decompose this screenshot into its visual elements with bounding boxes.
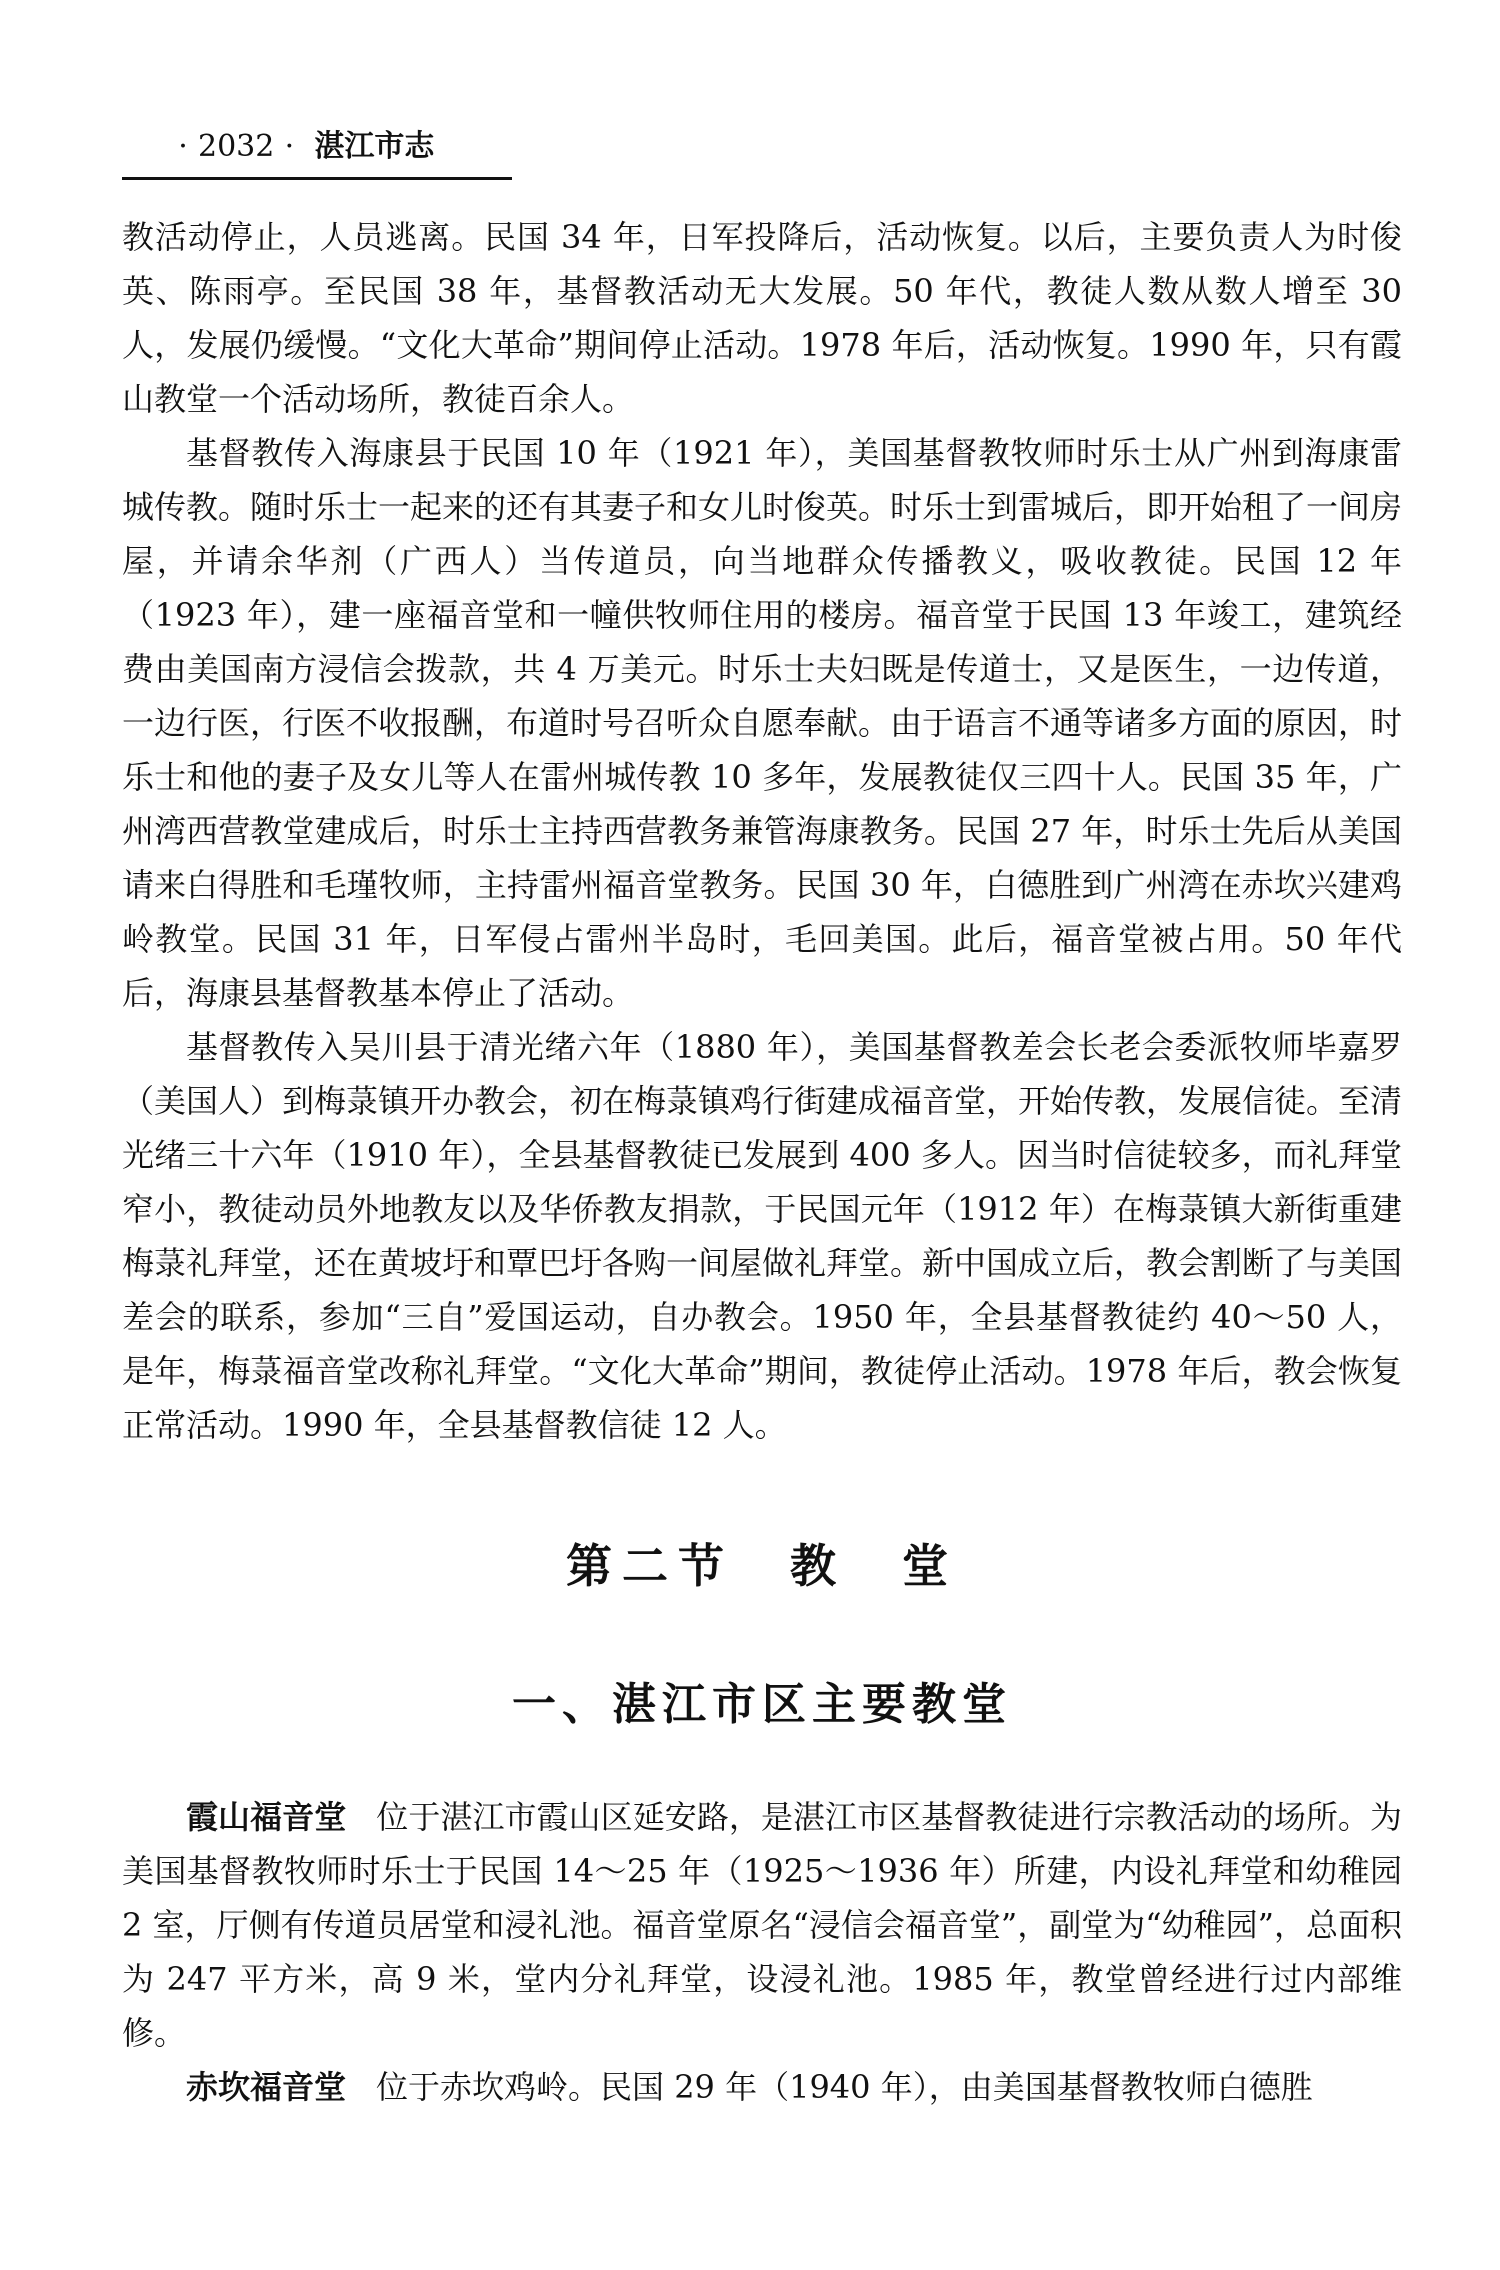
page-number: 2032 — [198, 129, 275, 164]
book-title: 湛江市志 — [314, 129, 435, 164]
header-dot-right: · — [284, 129, 295, 164]
running-header — [122, 122, 512, 182]
entry-text: 位于赤坎鸡岭。民国 29 年（1940 年），由美国基督教牧师白德胜 — [376, 2068, 1313, 2106]
paragraph-continuation: 教活动停止，人员逃离。民国 34 年，日军投降后，活动恢复。以后，主要负责人为时俊英、陈雨亭。至民国 38 年，基督教活动无大发展。50 年代，教徒人数从数人增至 30 人，发展仍缓慢。“文化大革命”期间停止活动。1978 年后，活动恢复。1990 年，只有霞山教堂一个活动场所，教徒百余人。 — [122, 218, 1402, 418]
entry-title: 赤坎福音堂 — [186, 2068, 347, 2106]
paragraph-wuchuan: 基督教传入吴川县于清光绪六年（1880 年），美国基督教差会长老会委派牧师毕嘉罗（美国人）到梅菉镇开办教会，初在梅菉镇鸡行街建成福音堂，开始传教，发展信徒。至清光绪三十六年（1910 年），全县基督教徒已发展到 400 多人。因当时信徒较多，而礼拜堂窄小，教徒动员外地教友以及华侨教友捐款，于民国元年（1912 年）在梅菉镇大新街重建梅菉礼拜堂，还在黄坡圩和覃巴圩各购一间屋做礼拜堂。新中国成立后，教会割断了与美国差会的联系，参加“三自”爱国运动，自办教会。1950 年，全县基督教徒约 40～50 人，是年，梅菉福音堂改称礼拜堂。“文化大革命”期间，教徒停止活动。1978 年后，教会恢复正常活动。1990 年，全县基督教信徒 12 人。 — [122, 1028, 1403, 1444]
paragraph-haikang: 基督教传入海康县于民国 10 年（1921 年），美国基督教牧师时乐士从广州到海康雷城传教。随时乐士一起来的还有其妻子和女儿时俊英。时乐士到雷城后，即开始租了一间房屋，并请余华剂（广西人）当传道员，向当地群众传播教义，吸收教徒。民国 12 年（1923 年），建一座福音堂和一幢供牧师住用的楼房。福音堂于民国 13 年竣工，建筑经费由美国南方浸信会拨款，共 4 万美元。时乐士夫妇既是传道士，又是医生，一边传道，一边行医，行医不收报酬，布道时号召听众自愿奉献。由于语言不通等诸多方面的原因，时乐士和他的妻子及女儿等人在雷州城传教 10 多年，发展教徒仅三四十人。民国 35 年，广州湾西营教堂建成后，时乐士主持西营教务兼管海康教务。民国 27 年，时乐士先后从美国请来白得胜和毛瑾牧师，主持雷州福音堂教务。民国 30 年，白德胜到广州湾在赤坎兴建鸡岭教堂。民国 31 年，日军侵占雷州半岛时，毛回美国。此后，福音堂被占用。50 年代后，海康县基督教基本停止了活动。 — [122, 434, 1403, 1012]
body-text — [122, 210, 1402, 2114]
header-rule — [122, 177, 512, 180]
section-heading: 第二节 教 堂 — [566, 1539, 958, 1593]
sub-heading: 一、湛江市区主要教堂 — [512, 1679, 1012, 1730]
entry-xiashan — [122, 1790, 1402, 2060]
entry-text: 位于湛江市霞山区延安路，是湛江市区基督教徒进行宗教活动的场所。为美国基督教牧师时乐士于民国 14～25 年（1925～1936 年）所建，内设礼拜堂和幼稚园 2 室，厅侧有传道员居堂和浸礼池。福音堂原名“浸信会福音堂”，副堂为“幼稚园”，总面积为 247 平方米，高 9 米，堂内分礼拜堂，设浸礼池。1985 年，教堂曾经进行过内部维修。 — [122, 1798, 1402, 2052]
entry-title: 霞山福音堂 — [186, 1798, 347, 1836]
entry-chikan — [122, 2060, 1402, 2114]
header-text — [168, 127, 434, 167]
header-dot-left: · — [178, 129, 188, 164]
